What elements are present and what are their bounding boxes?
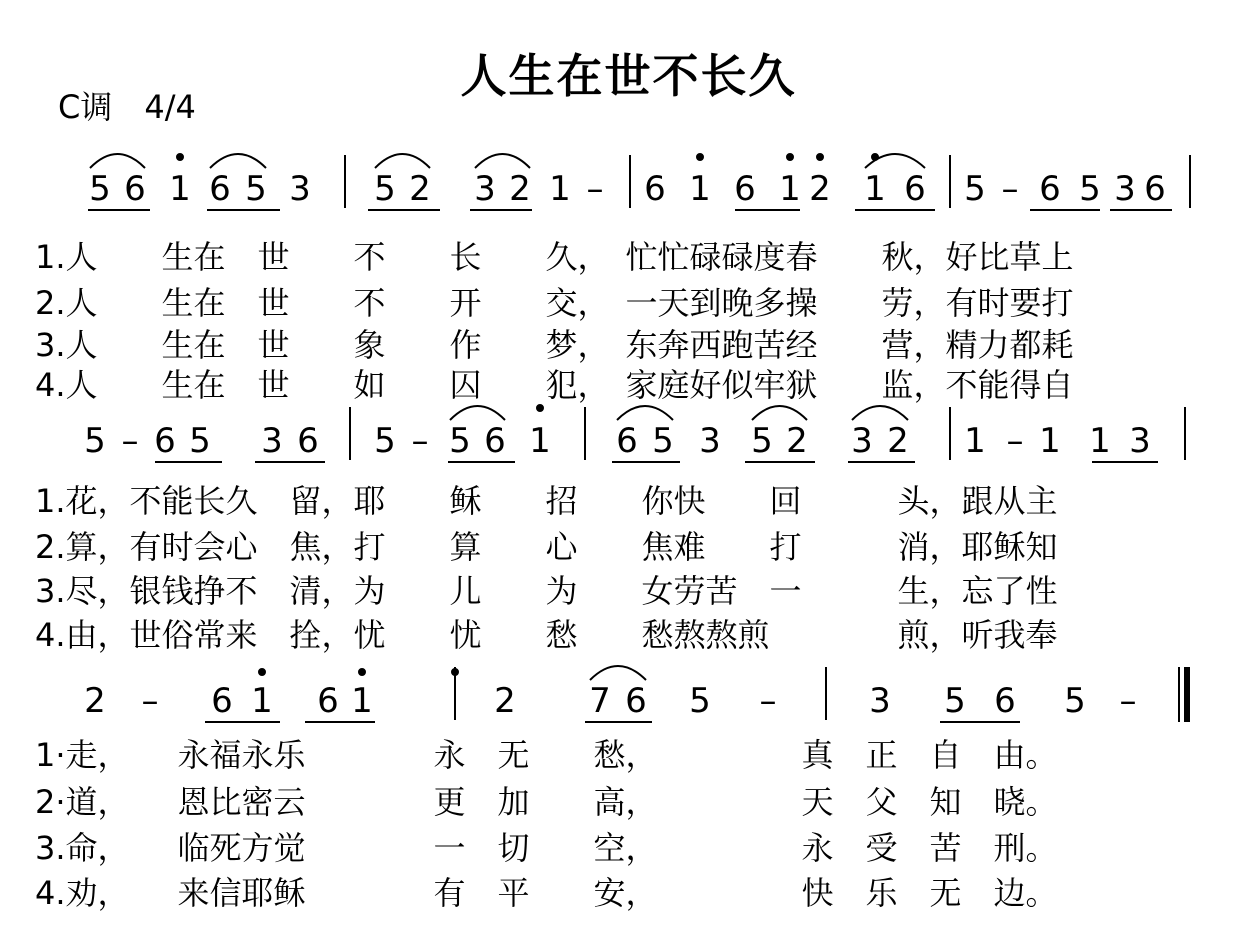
note: 2 [84,681,106,721]
note: 6 [124,169,146,209]
tie-slur [617,406,673,420]
tie-slur [375,154,430,168]
note: 5 [689,681,711,721]
note: 6 [904,169,926,209]
tie-slur [90,154,145,168]
note: 6 [616,421,638,461]
note: 3 [1114,169,1136,209]
tie-slur [475,154,530,168]
octave-dot [872,154,878,160]
note: 6 [625,681,647,721]
verse-number: 1. [35,238,66,276]
note: 3 [261,421,283,461]
octave-dot [359,669,365,675]
note: 2 [509,169,531,209]
note: 3 [699,421,721,461]
lyric-text: 命， 临死方觉 一 切 空， 永 受 苦 刑。 [65,829,1058,867]
verse-number: 3. [35,326,66,364]
verse-number: 3. [35,829,66,867]
system-2-notes [84,421,1151,461]
key-signature: C调 4/4 [58,88,196,126]
note: 6 [211,681,233,721]
note: 2 [494,681,516,721]
verse-number: 3. [35,572,66,610]
note: 5 [944,681,966,721]
note: 1 [779,169,801,209]
system-3-notes [84,681,1136,721]
lyric-line-1-1 [35,232,1074,278]
lyric-text: 走， 永福永乐 永 无 愁， 真 正 自 由。 [65,736,1058,774]
lyric-line-3-3 [35,823,1058,869]
octave-dot [697,154,703,160]
system-1-notes [89,169,1166,209]
lyric-line-2-1 [35,476,1058,522]
lyric-text: 算，有时会心 焦，打 算 心 焦难 打 消，耶稣知 [65,528,1058,566]
note: 2 [786,421,808,461]
lyric-line-2-3 [35,566,1058,612]
note: 1 [351,681,373,721]
tie-slur [590,666,646,680]
note: 3 [289,169,311,209]
note: 6 [994,681,1016,721]
note: – [1006,421,1024,461]
octave-dot [817,154,823,160]
tie-slur [752,406,807,420]
note: 1 [864,169,886,209]
lyric-line-3-4 [35,868,1058,914]
note: 6 [209,169,231,209]
note: – [1001,169,1019,209]
lyric-text: 花，不能长久 留，耶 稣 招 你快 回 头，跟从主 [65,482,1058,520]
verse-number: 1. [35,482,66,520]
note: 1 [549,169,571,209]
note: 7 [589,681,611,721]
note: 6 [1039,169,1061,209]
note: 1 [689,169,711,209]
note: – [121,421,139,461]
lyric-text: 人 生在 世 不 长 久， 忙忙碌碌度春 秋，好比草上 [65,238,1074,276]
lyric-text: 人 生在 世 不 开 交， 一天到晚多操 劳，有时要打 [65,284,1074,322]
note: 1 [964,421,986,461]
note: – [586,169,604,209]
note: 5 [449,421,471,461]
lyric-line-3-1 [35,730,1058,776]
lyric-text: 由，世俗常来 拴，忧 忧 愁 愁熬熬煎 煎，听我奉 [65,616,1058,654]
lyric-line-2-2 [35,522,1058,568]
song-title: 人生在世不长久 [460,49,797,103]
lyric-text: 人 生在 世 象 作 梦， 东奔西跑苦经 营，精力都耗 [65,326,1074,364]
note: 5 [189,421,211,461]
note: 5 [751,421,773,461]
octave-dot [177,154,183,160]
note: 5 [1064,681,1086,721]
octave-dot [787,154,793,160]
verse-number: 4. [35,616,66,654]
note: 1 [529,421,551,461]
note: 2 [409,169,431,209]
verse-number: 2. [35,528,66,566]
note: 6 [317,681,339,721]
note: 2 [887,421,909,461]
lyric-text: 道， 恩比密云 更 加 高， 天 父 知 晓。 [65,783,1058,821]
note: 5 [964,169,986,209]
lyric-line-1-4 [35,360,1074,406]
note: 5 [652,421,674,461]
lyric-text: 人 生在 世 如 囚 犯， 家庭好似牢狱 监，不能得自 [65,366,1074,404]
note: 3 [474,169,496,209]
tie-slur [450,406,505,420]
note: – [759,681,777,721]
lyric-text: 尽，银钱挣不 清，为 儿 为 女劳苦 一 生，忘了性 [65,572,1058,610]
verse-number: 1· [35,736,66,774]
lyric-line-3-2 [35,777,1058,823]
lyric-text: 劝， 来信耶稣 有 平 安， 快 乐 无 边。 [65,874,1058,912]
verse-number: 4. [35,874,66,912]
note: 2 [809,169,831,209]
note: 6 [644,169,666,209]
note: 6 [734,169,756,209]
note: 6 [297,421,319,461]
note: 1 [1039,421,1061,461]
note: 5 [374,421,396,461]
note: – [411,421,429,461]
note: 5 [89,169,111,209]
note: 5 [84,421,106,461]
note: 6 [484,421,506,461]
verse-number: 2· [35,783,66,821]
note: 3 [851,421,873,461]
note: 6 [1144,169,1166,209]
note: 5 [1079,169,1101,209]
verse-number: 2. [35,284,66,322]
note: 3 [869,681,891,721]
note: – [141,681,159,721]
note: 5 [245,169,267,209]
verse-number: 4. [35,366,66,404]
lyric-line-2-4 [35,610,1058,656]
tie-slur [210,154,266,168]
octave-dot [452,669,458,675]
tie-slur [852,406,908,420]
note: 5 [374,169,396,209]
note: 1 [1089,421,1111,461]
note: 1 [169,169,191,209]
note: 1 [251,681,273,721]
note: – [1119,681,1137,721]
note: 6 [154,421,176,461]
note: 3 [1129,421,1151,461]
octave-dot [259,669,265,675]
lyric-line-1-2 [35,278,1074,324]
